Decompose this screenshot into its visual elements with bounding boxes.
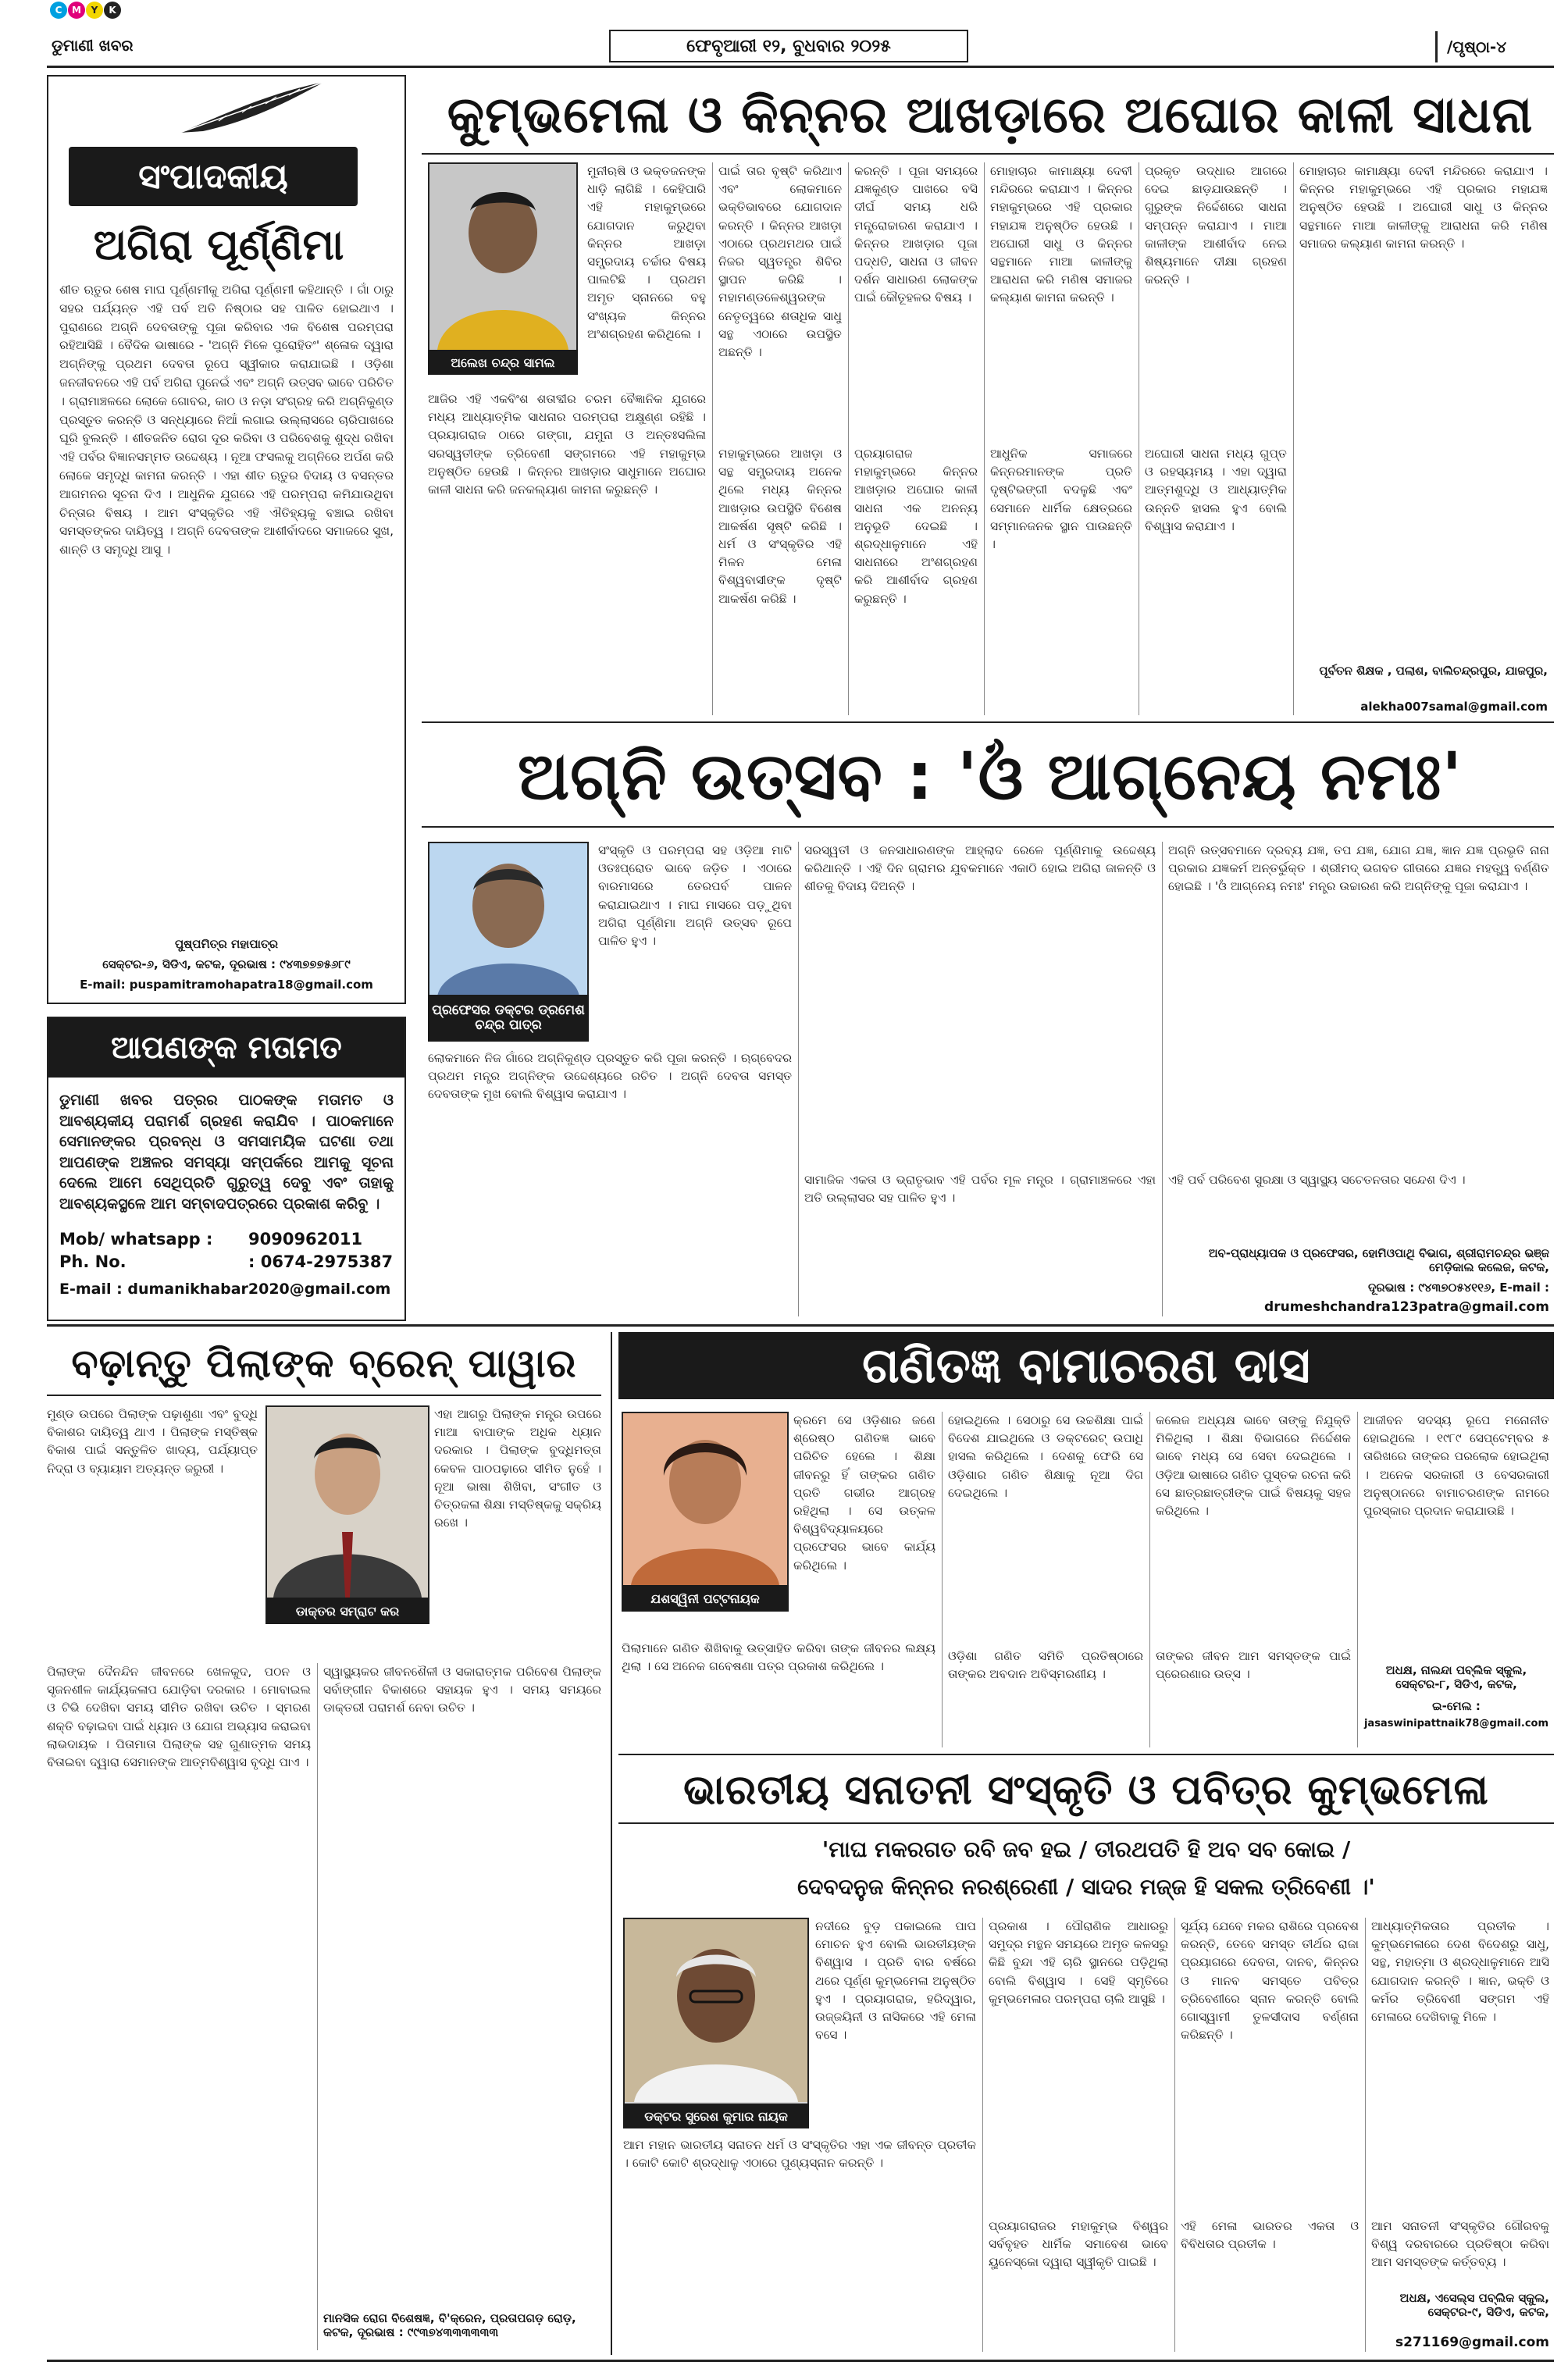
cmyk-k: K bbox=[104, 2, 121, 19]
brain-col1-top: ମୁଣ୍ଡ ଉପରେ ପିଲାଙ୍କ ପଢ଼ାଶୁଣା ଏବଂ ବୁଦ୍ଧି ବିକାଶର ଦାୟିତ୍ୱ ଥାଏ । ପିଲାଙ୍କ ମସ୍ତିଷ୍କ ବିକାଶ ପାଇଁ ସନ୍ତୁଳିତ ଖାଦ୍ୟ, ପର୍ଯ୍ୟାପ୍ତ ନିଦ୍ରା ଓ ବ୍ୟାୟାମ ଅତ୍ୟନ୍ତ ଜରୁରୀ । bbox=[47, 1407, 258, 1476]
brain-headline: ବଢ଼ାନ୍ତୁ ପିଲାଙ୍କ ବ୍ରେନ୍ ପାୱାର bbox=[71, 1341, 577, 1386]
brain-col2-top: ଏହା ଆଗରୁ ପିଲାଙ୍କ ମନ୍ତ୍ର ଉପରେ ମାଆ ବାପାଙ୍କ ଅଧିକ ଧ୍ୟାନ ଦରକାର । ପିଲାଙ୍କ ବୁଦ୍ଧିମତ୍ତା କେବଳ ପାଠପଢ଼ାରେ ସୀମିତ ନୁହେଁ । ନୂଆ ଭାଷା ଶିଖିବା, ସଂଗୀତ ଓ ଚିତ୍ରକଳା ଶିକ୍ଷା ମସ୍ତିଷ୍କକୁ ସକ୍ରିୟ ରଖେ । bbox=[434, 1407, 601, 1530]
agni-headline: ଅଗ୍ନି ଉତ୍ସବ : 'ଓଁ ଆଗ୍ନେୟ ନମଃ' bbox=[517, 738, 1463, 814]
col-divider bbox=[984, 162, 985, 715]
col-divider bbox=[712, 162, 713, 715]
kumbh-author-email: alekha007samal@gmail.com bbox=[1360, 700, 1548, 714]
ganit-col4: ଆଜୀବନ ସଦସ୍ୟ ରୂପେ ମନୋନୀତ ହୋଇଥିଲେ । ୧୯୮୯ ସେପ୍ଟେମ୍ବର ୫ ତାରିଖରେ ତାଙ୍କର ପରଲୋକ ହୋଇଥିଲା । ଅନେକ ସରକାରୀ ଓ ବେସରକାରୀ ଅନୁଷ୍ଠାନରେ ବାମାଚରଣଙ୍କ ନାମରେ ପୁରସ୍କାର ପ୍ରଦାନ କରାଯାଉଛି । bbox=[1363, 1413, 1549, 1519]
ganit-author-line: ଅଧକ୍ଷ, ନାଲନ୍ଦା ପବ୍ଲିକ ସ୍କୁଲ, ସେକ୍ଟର-୮, ସିଡିଏ, କଟକ, bbox=[1385, 1663, 1527, 1691]
quill-feather-icon bbox=[172, 78, 328, 141]
agni-col1-bottom: ଲୋକମାନେ ନିଜ ଗାଁରେ ଅଗ୍ନିକୁଣ୍ଡ ପ୍ରସ୍ତୁତ କରି ପୂଜା କରନ୍ତି । ଋଗ୍‌ବେଦର ପ୍ରଥମ ମନ୍ତ୍ର ଅଗ୍ନିଙ୍କ ଉଦ୍ଦେଶ୍ୟରେ ରଚିତ । ଅଗ୍ନି ଦେବତା ସମସ୍ତ ଦେବତାଙ୍କ ମୁଖ ବୋଲି ବିଶ୍ୱାସ କରାଯାଏ । bbox=[428, 1051, 792, 1102]
lower-left-divider bbox=[611, 1332, 612, 2355]
cmyk-y: Y bbox=[86, 2, 103, 19]
issue-date: ଫେବୃଆରୀ ୧୨, ବୁଧବାର ୨୦୨୫ bbox=[609, 30, 968, 62]
sanatan-col1-top: ନଦୀରେ ବୁଡ଼ ପକାଇଲେ ପାପ ମୋଚନ ହୁଏ ବୋଲି ଭାରତୀୟଙ୍କ ବିଶ୍ୱାସ । ପ୍ରତି ବାର ବର୍ଷରେ ଥରେ ପୂର୍ଣ୍ଣ କୁମ୍ଭମେଳା ଅନୁଷ୍ଠିତ ହୁଏ । ପ୍ରୟାଗରାଜ, ହରିଦ୍ୱାର, ଉଜ୍ଜୟିନୀ ଓ ନାସିକରେ ଏହି ମେଳା ବସେ । bbox=[815, 1919, 976, 2043]
kumbh-photo-caption: ଅଲେଖ ଚନ୍ଦ୍ର ସାମଲ bbox=[428, 350, 578, 375]
brain-headline-rule bbox=[47, 1395, 601, 1396]
opinion-phone-label: Ph. No. bbox=[59, 1252, 127, 1271]
sanatan-quote-line2: ଦେବଦନୁଜ କିନ୍ନର ନରଶ୍ରେଣୀ / ସାଦର ମଜ୍ଜ ହି ସକଲ ତ୍ରିବେଣୀ ।' bbox=[797, 1874, 1375, 1900]
sanatan-col4-top: ଆଧ୍ୟାତ୍ମିକତାର ପ୍ରତୀକ । କୁମ୍ଭମେଳାରେ ଦେଶ ବିଦେଶରୁ ସାଧୁ, ସନ୍ଥ, ମହାତ୍ମା ଓ ଶ୍ରଦ୍ଧାଳୁମାନେ ଆସି ଯୋଗଦାନ କରନ୍ତି । ଜ୍ଞାନ, ଭକ୍ତି ଓ କର୍ମର ତ୍ରିବେଣୀ ସଙ୍ଗମ ଏହି ମେଳାରେ ଦେଖିବାକୁ ମିଳେ । bbox=[1371, 1919, 1549, 2025]
sanatan-quote-line1: 'ମାଘ ମକରଗତ ରବି ଜବ ହଇ / ତୀରଥପତି ହି ଅବ ସବ କୋଇ / bbox=[821, 1836, 1351, 1862]
col-divider bbox=[1357, 1412, 1358, 1747]
col-divider bbox=[317, 1663, 318, 2350]
ganit-col3-top: କଲେଜ ଅଧ୍ୟକ୍ଷ ଭାବେ ତାଙ୍କୁ ନିଯୁକ୍ତି ମିଳିଥିଲା । ଶିକ୍ଷା ବିଭାଗରେ ନିର୍ଦ୍ଦେଶକ ଭାବେ ମଧ୍ୟ ସେ ସେବା ଦେଇଥିଲେ । ଓଡ଼ିଆ ଭାଷାରେ ଗଣିତ ପୁସ୍ତକ ରଚନା କରି ସେ ଛାତ୍ରଛାତ୍ରୀଙ୍କ ପାଇଁ ବିଷୟକୁ ସହଜ କରିଥିଲେ । bbox=[1156, 1413, 1351, 1519]
editorial-email: E-mail: puspamitramohapatra18@gmail.com bbox=[80, 978, 373, 992]
cmyk-m: M bbox=[68, 2, 85, 19]
kumbh-col4-bottom: ଆଧୁନିକ ସମାଜରେ କିନ୍ନରମାନଙ୍କ ପ୍ରତି ଦୃଷ୍ଟିଭଙ୍ଗୀ ବଦଳୁଛି ଏବଂ ସେମାନେ ଧାର୍ମିକ କ୍ଷେତ୍ରରେ ସମ୍ମାନଜନକ ସ୍ଥାନ ପାଉଛନ୍ତି । bbox=[990, 447, 1132, 552]
agni-col3-top: ଅଗ୍ନି ଉତ୍ସବମାନେ ଦ୍ରବ୍ୟ ଯଜ୍ଞ, ତପ ଯଜ୍ଞ, ଯୋଗ ଯଜ୍ଞ, ଜ୍ଞାନ ଯଜ୍ଞ ପ୍ରଭୃତି ନାନା ପ୍ରକାର ଯଜ୍ଞକର୍ମ ଅନ୍ତର୍ଭୁକ୍ତ । ଶ୍ରୀମଦ୍ ଭଗବତ ଗୀତାରେ ଯଜ୍ଞର ମହତ୍ତ୍ୱ ବର୍ଣ୍ଣିତ ହୋଇଛି । 'ଓଁ ଆଗ୍ନେୟ ନମଃ' ମନ୍ତ୍ର ଉଚ୍ଚାରଣ କରି ଅଗ୍ନିଙ୍କୁ ପୂଜା କରାଯାଏ । bbox=[1168, 843, 1549, 894]
kumbh-col1-bottom: ଆଜିର ଏହି ଏକବିଂଶ ଶତାବ୍ଦୀର ଚରମ ବୈଜ୍ଞାନିକ ଯୁଗରେ ମଧ୍ୟ ଆଧ୍ୟାତ୍ମିକ ସାଧନାର ପରମ୍ପରା ଅକ୍ଷୁଣ୍ଣ ରହିଛି । ପ୍ରୟାଗରାଜ ଠାରେ ଗଙ୍ଗା, ଯମୁନା ଓ ଅନ୍ତଃସଲିଳା ସରସ୍ୱତୀଙ୍କ ତ୍ରିବେଣୀ ସଙ୍ଗମରେ ଏହି ମହାକୁମ୍ଭ ଅନୁଷ୍ଠିତ ହେଉଛି । କିନ୍ନର ଆଖଡ଼ାର ସାଧୁମାନେ ଅଘୋର କାଳୀ ସାଧନା କରି ଜନକଲ୍ୟାଣ କାମନା କରୁଛନ୍ତି । bbox=[428, 392, 706, 497]
kumbh-col3-top: କରନ୍ତି । ପୂଜା ସମୟରେ ଯଜ୍ଞକୁଣ୍ଡ ପାଖରେ ବସି ଦୀର୍ଘ ସମୟ ଧରି ମନ୍ତ୍ରୋଚ୍ଚାରଣ କରାଯାଏ । କିନ୍ନର ଆଖଡ଼ାର ପୂଜା ପଦ୍ଧତି, ସାଧନା ଓ ଜୀବନ ଦର୍ଶନ ସାଧାରଣ ଲୋକଙ୍କ ପାଇଁ କୌତୂହଳର ବିଷୟ । bbox=[854, 164, 978, 305]
masthead bbox=[0, 0, 1568, 70]
agni-col2-top: ସରସ୍ୱତୀ ଓ ଜନସାଧାରଣଙ୍କ ଆହ୍ଲାଦ ରେଳେ ପୂର୍ଣ୍ଣିମାକୁ ଉଦ୍ଦେଶ୍ୟ କରିଥାନ୍ତି । ଏହି ଦିନ ଗ୍ରାମର ଯୁବକମାନେ ଏକାଠି ହୋଇ ଅଗିରା ଜାଳନ୍ତି ଓ ଶୀତକୁ ବିଦାୟ ଦିଅନ୍ତି । bbox=[804, 843, 1156, 894]
col-divider bbox=[1174, 1918, 1175, 2352]
masthead-rule bbox=[47, 66, 1554, 68]
col-divider bbox=[982, 1918, 983, 2352]
cmyk-registration-marks bbox=[50, 2, 121, 19]
sanatan-col2-top: ପ୍ରକାଶ । ପୌରାଣିକ ଆଧାରରୁ ସମୁଦ୍ର ମନ୍ଥନ ସମୟରେ ଅମୃତ କଳସରୁ କିଛି ବୁନ୍ଦା ଏହି ଚାରି ସ୍ଥାନରେ ପଡ଼ିଥିଲା ବୋଲି ବିଶ୍ୱାସ । ସେହି ସ୍ମୃତିରେ କୁମ୍ଭମେଳାର ପରମ୍ପରା ଚାଲି ଆସୁଛି । bbox=[989, 1919, 1168, 2006]
opinion-phone: : 0674-2975387 bbox=[248, 1252, 394, 1271]
editorial-banner: ସଂପାଦକୀୟ bbox=[69, 147, 358, 206]
sanatan-col3-bottom: ଏହି ମେଳା ଭାରତର ଏକତା ଓ ବିବିଧତାର ପ୍ରତୀକ । bbox=[1181, 2219, 1359, 2252]
kumbh-bottom-rule bbox=[422, 721, 1554, 723]
publication-name: ଡୁମାଣୀ ଖବର bbox=[52, 36, 134, 55]
mid-page-rule bbox=[47, 1324, 1554, 1327]
ganit-col1-top: କ୍ରମେ ସେ ଓଡ଼ିଶାର ଜଣେ ଶ୍ରେଷ୍ଠ ଗଣିତଜ୍ଞ ଭାବେ ପରିଚିତ ହେଲେ । ଶିକ୍ଷା ଜୀବନରୁ ହିଁ ତାଙ୍କର ଗଣିତ ପ୍ରତି ଗଭୀର ଆଗ୍ରହ ରହିଥିଲା । ସେ ଉତ୍କଳ ବିଶ୍ୱବିଦ୍ୟାଳୟରେ ପ୍ରଫେସର ଭାବେ କାର୍ଯ୍ୟ କରିଥିଲେ । bbox=[793, 1413, 935, 1573]
opinion-body: ଡୁମାଣୀ ଖବର ପତ୍ରର ପାଠକଙ୍କ ମତାମତ ଓ ଆବଶ୍ୟକୀୟ ପରାମର୍ଶ ଗ୍ରହଣ କରାଯିବ । ପାଠକମାନେ ସେମାନଙ୍କର ପ୍ରବନ୍ଧ ଓ ସମସାମୟିକ ଘଟଣା ତଥା ଆପଣଙ୍କ ଅଞ୍ଚଳର ସମସ୍ୟା ସମ୍ପର୍କରେ ଆମକୁ ସୂଚନା ଦେଲେ ଆମେ ସେଥିପ୍ରତି ଗୁରୁତ୍ୱ ଦେବୁ ଏବଂ ତାହାକୁ ଆବଶ୍ୟକସ୍ଥଳେ ଆମ ସମ୍ବାଦପତ୍ରରେ ପ୍ରକାଶ କରିବୁ । bbox=[59, 1092, 394, 1213]
kumbh-author-photo bbox=[428, 162, 578, 375]
opinion-mobile-label: Mob/ whatsapp : bbox=[59, 1230, 213, 1249]
sanatan-col1-bottom: ଆମ ମହାନ ଭାରତୀୟ ସନାତନ ଧର୍ମ ଓ ସଂସ୍କୃତିର ଏହା ଏକ ଜୀବନ୍ତ ପ୍ରତୀକ । କୋଟି କୋଟି ଶ୍ରଦ୍ଧାଳୁ ଏଠାରେ ପୁଣ୍ୟସ୍ନାନ କରନ୍ତି । bbox=[623, 2138, 976, 2171]
col-divider bbox=[1149, 1412, 1150, 1747]
kumbh-col3-bottom: ପ୍ରୟାଗରାଜ ମହାକୁମ୍ଭରେ କିନ୍ନର ଆଖଡ଼ାର ଅଘୋର କାଳୀ ସାଧନା ଏକ ଅନନ୍ୟ ଅନୁଭୂତି ଦେଇଛି । ଶ୍ରଦ୍ଧାଳୁମାନେ ଏହି ସାଧନାରେ ଅଂଶଗ୍ରହଣ କରି ଆଶୀର୍ବାଦ ଗ୍ରହଣ କରୁଛନ୍ତି । bbox=[854, 447, 978, 606]
portrait-icon bbox=[623, 1413, 787, 1585]
ganit-col3-bottom: ତାଙ୍କର ଜୀବନ ଆମ ସମସ୍ତଙ୍କ ପାଇଁ ପ୍ରେରଣାର ଉତ୍ସ । bbox=[1156, 1649, 1351, 1682]
ganit-email-label: ଇ-ମେଲ : bbox=[1432, 1699, 1481, 1713]
sanatan-author-line: ଅଧକ୍ଷ, ଏସେଲ୍ସ ପବ୍ଲିକ ସ୍କୁଲ, ସେକ୍ଟର-୯, ସିଡିଏ, କଟକ, bbox=[1399, 2291, 1549, 2319]
brain-author-photo bbox=[265, 1405, 429, 1624]
portrait-icon bbox=[267, 1407, 428, 1598]
sanatan-author-photo bbox=[623, 1918, 809, 2128]
kumbh-col5-bottom: ଅଘୋରୀ ସାଧନା ମଧ୍ୟ ଗୁପ୍ତ ଓ ରହସ୍ୟମୟ । ଏହା ଦ୍ୱାରା ଆତ୍ମଶୁଦ୍ଧି ଓ ଆଧ୍ୟାତ୍ମିକ ଉନ୍ନତି ହାସଲ ହୁଏ ବୋଲି ବିଶ୍ୱାସ କରାଯାଏ । bbox=[1145, 447, 1287, 533]
kumbh-col5-top: ପ୍ରକୃତ ଉଦ୍ଧାର ଆଗରେ ଦେଇ ଛାଡ଼ଯାଉଛନ୍ତି । ଗୁରୁଙ୍କ ନିର୍ଦ୍ଦେଶରେ ସାଧନା ସମ୍ପନ୍ନ କରାଯାଏ । ମାଆ କାଳୀଙ୍କ ଆଶୀର୍ବାଦ ନେଇ ଶିଷ୍ୟମାନେ ଦୀକ୍ଷା ଗ୍ରହଣ କରନ୍ତି । bbox=[1145, 164, 1287, 287]
sanatan-headline-rule bbox=[618, 1822, 1554, 1824]
brain-col1-bottom: ପିଲାଙ୍କ ଦୈନନ୍ଦିନ ଜୀବନରେ ଖେଳକୁଦ, ପଠନ ଓ ସୃଜନଶୀଳ କାର୍ଯ୍ୟକଳାପ ଯୋଡ଼ିବା ଦରକାର । ମୋବାଇଲ ଓ ଟିଭି ଦେଖିବା ସମୟ ସୀମିତ ରଖିବା ଉଚିତ । ସ୍ମରଣ ଶକ୍ତି ବଢ଼ାଇବା ପାଇଁ ଧ୍ୟାନ ଓ ଯୋଗ ଅଭ୍ୟାସ କରାଇବା ଲାଭଦାୟକ । ପିତାମାତା ପିଲାଙ୍କ ସହ ଗୁଣାତ୍ମକ ସମୟ ବିତାଇବା ଦ୍ୱାରା ସେମାନଙ୍କ ଆତ୍ମବିଶ୍ୱାସ ବୃଦ୍ଧି ପାଏ । bbox=[47, 1665, 311, 1770]
opinion-banner: ଆପଣଙ୍କ ମତାମତ bbox=[48, 1018, 404, 1078]
sanatan-headline: ଭାରତୀୟ ସନାତନୀ ସଂସ୍କୃତି ଓ ପବିତ୍ର କୁମ୍ଭମେଳା bbox=[683, 1767, 1489, 1814]
kumbh-col4-top: ମୋହାଚାର କାମାକ୍ଷ୍ୟା ଦେବୀ ମନ୍ଦିରରେ କରାଯାଏ । କିନ୍ନର ମହାକୁମ୍ଭରେ ଏହି ପ୍ରକାର ମହାଯଜ୍ଞ ଅନୁଷ୍ଠିତ ହେଉଛି । ଅଘୋରୀ ସାଧୁ ଓ କିନ୍ନର ସନ୍ଥମାନେ ମାଆ କାଳୀଙ୍କୁ ଆରାଧନା କରି ମଣିଷ ସମାଜର କଲ୍ୟାଣ କାମନା କରନ୍ତି । bbox=[990, 164, 1132, 305]
portrait-icon bbox=[429, 164, 576, 350]
opinion-mobile: 9090962011 bbox=[248, 1230, 363, 1249]
kumbh-col1-top: ମୁନୀଋଷି ଓ ଭକ୍ତଜନଙ୍କ ଧାଡ଼ି ଲାଗିଛି । କେହିପାରି ଏହି ମହାକୁମ୍ଭରେ ଯୋଗଦାନ କରୁଥିବା କିନ୍ନର ଆଖଡ଼ା ସମ୍ପ୍ରଦାୟ ଚର୍ଚ୍ଚାର ବିଷୟ ପାଲଟିଛି । ପ୍ରଥମ ଅମୃତ ସ୍ନାନରେ ବହୁ ସଂଖ୍ୟକ କିନ୍ନର ଅଂଶଗ୍ରହଣ କରିଥିଲେ । bbox=[587, 164, 706, 341]
ganit-col2-top: ହୋଇଥିଲେ । ସେଠାରୁ ସେ ଉଚ୍ଚଶିକ୍ଷା ପାଇଁ ବିଦେଶ ଯାଇଥିଲେ ଓ ଡକ୍ଟରେଟ୍ ଉପାଧି ହାସଲ କରିଥିଲେ । ଦେଶକୁ ଫେରି ସେ ଓଡ଼ିଶାର ଗଣିତ ଶିକ୍ଷାକୁ ନୂଆ ଦିଗ ଦେଇଥିଲେ । bbox=[948, 1413, 1143, 1500]
col-divider bbox=[1365, 1918, 1366, 2352]
page-number: /ପୃଷ୍ଠା-୪ bbox=[1435, 31, 1551, 62]
agni-headline-rule bbox=[422, 826, 1554, 828]
ganit-photo-caption: ଯଶସ୍ୱିନୀ ପଟ୍ଟନାୟକ bbox=[622, 1585, 789, 1612]
ganit-bottom-rule bbox=[618, 1754, 1554, 1755]
col-divider bbox=[798, 842, 799, 1316]
portrait-icon bbox=[429, 843, 587, 996]
agni-col3-bottom: ଏହି ପର୍ବ ପରିବେଶ ସୁରକ୍ଷା ଓ ସ୍ୱାସ୍ଥ୍ୟ ସଚେତନତାର ସନ୍ଦେଶ ଦିଏ । bbox=[1168, 1173, 1466, 1187]
opinion-email: E-mail : dumanikhabar2020@gmail.com bbox=[59, 1281, 391, 1298]
agni-author-email: drumeshchandra123patra@gmail.com bbox=[1264, 1299, 1549, 1315]
sanatan-col3-top: ସୂର୍ଯ୍ୟ ଯେବେ ମକର ରାଶିରେ ପ୍ରବେଶ କରନ୍ତି, ତେବେ ସମସ୍ତ ତୀର୍ଥର ରାଜା ପ୍ରୟାଗରେ ଦେବତା, ଦାନବ, କିନ୍ନର ଓ ମାନବ ସମସ୍ତେ ପବିତ୍ର ତ୍ରିବେଣୀରେ ସ୍ନାନ କରନ୍ତି ବୋଲି ଗୋସ୍ୱାମୀ ତୁଳସୀଦାସ ବର୍ଣ୍ଣନା କରିଛନ୍ତି । bbox=[1181, 1919, 1359, 2043]
kumbh-author-line: ପୂର୍ବତନ ଶିକ୍ଷକ , ପଲାଶ, ବାଲିଚନ୍ଦ୍ରପୁର, ଯାଜପୁର, bbox=[1319, 664, 1548, 678]
editorial-body: ଶୀତ ଋତୁର ଶେଷ ମାଘ ପୂର୍ଣ୍ଣମୀକୁ ଅଗିରା ପୂର୍ଣ୍ଣମୀ କହିଥାନ୍ତି । ଗାଁ ଠାରୁ ସହର ପର୍ଯ୍ୟନ୍ତ ଏହି ପର୍ବ ଅତି ନିଷ୍ଠାର ସହ ପାଳିତ ହୋଇଥାଏ । ପୁରାଣରେ ଅଗ୍ନି ଦେବତାଙ୍କୁ ପୂଜା କରିବାର ଏକ ବିଶେଷ ପରମ୍ପରା ରହିଆସିଛି । ବୈଦିକ ଭାଷାରେ - 'ଅଗ୍ନି ମିଳେ ପୁରୋହିତଂ' ଶ୍ଳୋକ ଦ୍ୱାରା ଅଗ୍ନିଙ୍କୁ ପ୍ରଥମ ଦେବତା ରୂପେ ସ୍ୱୀକାର କରାଯାଇଛି । ଓଡ଼ିଶା ଜନଜୀବନରେ ଏହି ପର୍ବ ଅଗିରା ପୁନେଇଁ ଏବଂ ଅଗ୍ନି ଉତ୍ସବ ଭାବେ ପରିଚିତ । ଗ୍ରାମାଞ୍ଚଳରେ ଲୋକେ ଗୋବର, କାଠ ଓ ନଡ଼ା ସଂଗ୍ରହ କରି ଅଗ୍ନିକୁଣ୍ଡ ପ୍ରସ୍ତୁତ କରନ୍ତି ଓ ସନ୍ଧ୍ୟାରେ ନିଆଁ ଲଗାଇ ଉଲ୍ଲାସରେ ଚାରିପାଖରେ ଘୂରି ବୁଲନ୍ତି । ଶୀତଜନିତ ରୋଗ ଦୂର କରିବା ଓ ପରିବେଶକୁ ଶୁଦ୍ଧ ରଖିବା ଏହି ପର୍ବର ବିଜ୍ଞାନସମ୍ମତ ଉଦ୍ଦେଶ୍ୟ । ନୂଆ ଫସଲକୁ ଅଗ୍ନିରେ ଅର୍ପଣ କରି ଲୋକେ ସମୃଦ୍ଧି କାମନା କରନ୍ତି । ଏହା ଶୀତ ଋତୁର ବିଦାୟ ଓ ବସନ୍ତର ଆଗମନର ସୂଚନା ଦିଏ । ଆଧୁନିକ ଯୁଗରେ ଏହି ପରମ୍ପରା କମିଯାଉଥିବା ଚିନ୍ତାର ବିଷୟ । ଆମ ସଂସ୍କୃତିର ଏହି ଐତିହ୍ୟକୁ ବଞ୍ଚାଇ ରଖିବା ସମସ୍ତଙ୍କର ଦାୟିତ୍ୱ । ଅଗ୍ନି ଦେବତାଙ୍କ ଆଶୀର୍ବାଦରେ ସମାଜରେ ସୁଖ, ଶାନ୍ତି ଓ ସମୃଦ୍ଧି ଆସୁ । bbox=[59, 283, 394, 557]
sanatan-col4-bottom: ଆମ ସନାତନୀ ସଂସ୍କୃତିର ଗୌରବକୁ ବିଶ୍ୱ ଦରବାରରେ ପ୍ରତିଷ୍ଠା କରିବା ଆମ ସମସ୍ତଙ୍କ କର୍ତ୍ତବ୍ୟ । bbox=[1371, 2219, 1549, 2270]
sanatan-author-email: s271169@gmail.com bbox=[1395, 2335, 1549, 2350]
brain-photo-caption: ଡାକ୍ତର ସମ୍ରାଟ କର bbox=[265, 1598, 429, 1624]
ganit-author-email: jasaswinipattnaik78@gmail.com bbox=[1363, 1718, 1549, 1729]
editorial-author: ପୁଷ୍ପମିତ୍ର ମହାପାତ୍ର bbox=[174, 937, 279, 951]
agni-col2-bottom: ସାମାଜିକ ଏକତା ଓ ଭ୍ରାତୃଭାବ ଏହି ପର୍ବର ମୂଳ ମନ୍ତ୍ର । ଗ୍ରାମାଞ୍ଚଳରେ ଏହା ଅତି ଉଲ୍ଲାସର ସହ ପାଳିତ ହୁଏ । bbox=[804, 1173, 1156, 1206]
editorial-title: ଅଗିରା ପୂର୍ଣ୍ଣିମା bbox=[93, 220, 344, 269]
col-divider bbox=[848, 162, 849, 715]
agni-col1-top: ସଂସ୍କୃତି ଓ ପରମ୍ପରା ସହ ଓଡ଼ିଆ ମାଟି ଓତଃପ୍ରୋତ ଭାବେ ଜଡ଼ିତ । ଏଠାରେ ବାରମାସରେ ତେରପର୍ବ ପାଳନ କରାଯାଇଥାଏ । ମାଘ ମାସରେ ପଡ଼ୁଥିବା ଅଗିରା ପୂର୍ଣ୍ଣିମା ଅଗ୍ନି ଉତ୍ସବ ରୂପେ ପାଳିତ ହୁଏ । bbox=[598, 843, 792, 949]
col-divider bbox=[942, 1412, 943, 1747]
brain-col2-bottom: ସ୍ୱାସ୍ଥ୍ୟକର ଜୀବନଶୈଳୀ ଓ ସକାରାତ୍ମକ ପରିବେଶ ପିଲାଙ୍କ ସର୍ବାଙ୍ଗୀନ ବିକାଶରେ ସହାୟକ ହୁଏ । ସମୟ ସମୟରେ ଡାକ୍ତରୀ ପରାମର୍ଶ ନେବା ଉଚିତ । bbox=[323, 1665, 601, 1715]
cmyk-c: C bbox=[50, 2, 67, 19]
ganit-col1-bottom: ପିଲାମାନେ ଗଣିତ ଶିଖିବାକୁ ଉତ୍ସାହିତ କରିବା ତାଙ୍କ ଜୀବନର ଲକ୍ଷ୍ୟ ଥିଲା । ସେ ଅନେକ ଗବେଷଣା ପତ୍ର ପ୍ରକାଶ କରିଥିଲେ । bbox=[622, 1641, 935, 1674]
ganit-headline: ଗଣିତଜ୍ଞ ବାମାଚରଣ ଦାସ bbox=[618, 1332, 1554, 1399]
footer-rule bbox=[47, 2360, 1554, 2362]
col-divider bbox=[1293, 162, 1294, 715]
kumbh-col2-bottom: ମହାକୁମ୍ଭରେ ଆଖଡ଼ା ଓ ସନ୍ଥ ସମ୍ପ୍ରଦାୟ ଅନେକ ଥିଲେ ମଧ୍ୟ କିନ୍ନର ଆଖଡ଼ାର ଉପସ୍ଥିତି ବିଶେଷ ଆକର୍ଷଣ ସୃଷ୍ଟି କରିଛି । ଧର୍ମ ଓ ସଂସ୍କୃତିର ଏହି ମିଳନ ମେଳା ବିଶ୍ୱବାସୀଙ୍କ ଦୃଷ୍ଟି ଆକର୍ଷଣ କରିଛି । bbox=[718, 447, 842, 606]
sanatan-col2-bottom: ପ୍ରୟାଗରାଜର ମହାକୁମ୍ଭ ବିଶ୍ୱର ସର୍ବବୃହତ ଧାର୍ମିକ ସମାବେଶ ଭାବେ ୟୁନେସ୍କୋ ଦ୍ୱାରା ସ୍ୱୀକୃତି ପାଇଛି । bbox=[989, 2219, 1168, 2270]
kumbh-col2-top: ପାଇଁ ତାର ବୃଷ୍ଟି କରିଥାଏ ଏବଂ ଲୋକମାନେ ଭକ୍ତିଭାବରେ ଯୋଗଦାନ କରନ୍ତି । କିନ୍ନର ଆଖଡ଼ା ଏଠାରେ ପ୍ରଥମଥର ପାଇଁ ନିଜର ସ୍ୱତନ୍ତ୍ର ଶିବିର ସ୍ଥାପନ କରିଛି । ମହାମଣ୍ଡଳେଶ୍ୱରଙ୍କ ନେତୃତ୍ୱରେ ଶତାଧିକ ସାଧୁ ସନ୍ଥ ଏଠାରେ ଉପସ୍ଥିତ ଅଛନ୍ତି । bbox=[718, 164, 842, 360]
portrait-icon bbox=[625, 1919, 807, 2102]
editorial-address: ସେକ୍ଟର-୬, ସିଡିଏ, କଟକ, ଦୂରଭାଷ : ୯୪୩୭୭୭୫୬୮୯ bbox=[102, 957, 351, 971]
brain-author-line: ମାନସିକ ରୋଗ ବିଶେଷଜ୍ଞ, ବି'କ୍ରେନ, ପ୍ରତାପଗଡ଼ ରୋଡ଼, କଟକ, ଦୂରଭାଷ : ୯୯୩୭୪୩୩୩୩୩୩ bbox=[323, 2311, 576, 2339]
ganit-author-photo bbox=[622, 1412, 789, 1612]
agni-author-phone: ଦୂରଭାଷ : ୯୪୩୭୦୫୪୧୧୬, E-mail : bbox=[1367, 1281, 1549, 1295]
col-divider bbox=[1162, 842, 1163, 1316]
kumbh-headline-rule bbox=[422, 153, 1554, 155]
sanatan-photo-caption: ଡକ୍ଟର ସୁରେଶ କୁମାର ନାୟକ bbox=[623, 2103, 809, 2128]
kumbh-headline: କୁମ୍ଭମେଳା ଓ କିନ୍ନର ଆଖଡ଼ାରେ ଅଘୋର କାଳୀ ସାଧନା bbox=[447, 87, 1534, 144]
ganit-col2-bottom: ଓଡ଼ିଶା ଗଣିତ ସମିତି ପ୍ରତିଷ୍ଠାରେ ତାଙ୍କର ଅବଦାନ ଅବିସ୍ମରଣୀୟ । bbox=[948, 1649, 1143, 1682]
kumbh-col6: ମୋହାଚାର କାମାକ୍ଷ୍ୟା ଦେବୀ ମନ୍ଦିରରେ କରାଯାଏ । କିନ୍ନର ମହାକୁମ୍ଭରେ ଏହି ପ୍ରକାର ମହାଯଜ୍ଞ ଅନୁଷ୍ଠିତ ହେଉଛି । ଅଘୋରୀ ସାଧୁ ଓ କିନ୍ନର ସନ୍ଥମାନେ ମାଆ କାଳୀଙ୍କୁ ଆରାଧନା କରି ମଣିଷ ସମାଜର କଲ୍ୟାଣ କାମନା କରନ୍ତି । bbox=[1299, 164, 1548, 251]
agni-author-line: ଅବ-ପ୍ରାଧ୍ୟାପକ ଓ ପ୍ରଫେସର, ହୋମିଓପାଥି ବିଭାଗ, ଶ୍ରୀରାମଚନ୍ଦ୍ର ଭଞ୍ଜ ମେଡ଼ିକାଲ କଲେଜ, କଟକ, bbox=[1208, 1246, 1549, 1274]
agni-photo-caption: ପ୍ରଫେସର ଡକ୍ଟର ଡ୍ରମେଶ ଚନ୍ଦ୍ର ପାତ୍ର bbox=[428, 995, 589, 1042]
